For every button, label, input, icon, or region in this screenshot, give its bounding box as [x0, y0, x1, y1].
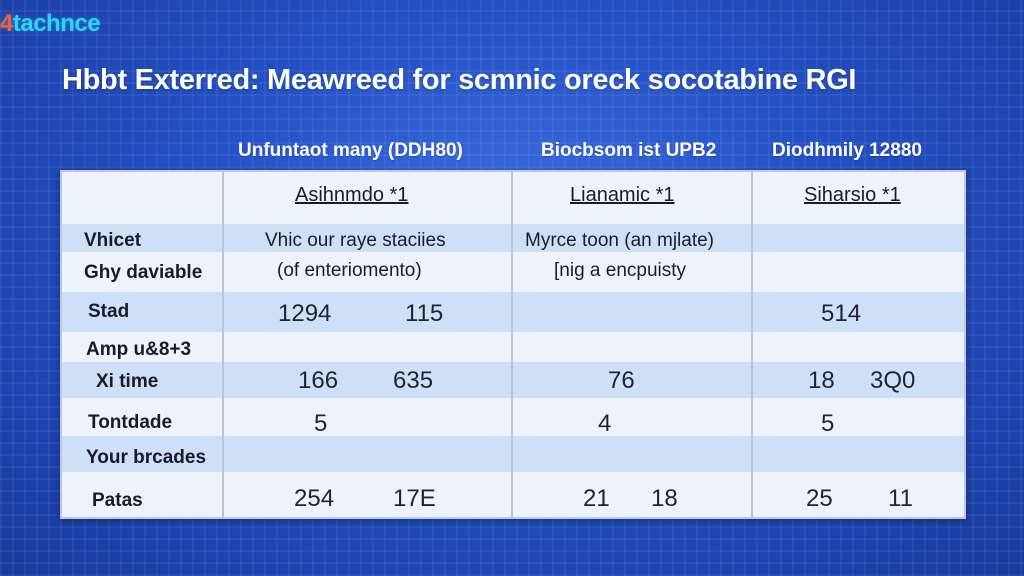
description-col1-line2: (of enteriomento): [277, 260, 422, 281]
description-col2-line2: [nig a encpuisty: [554, 260, 687, 281]
cell-stad-col1a: 1294: [278, 300, 332, 327]
row-label-ghy-daviable: Ghy daviable: [84, 262, 203, 283]
cell-patas-col3b: 11: [888, 485, 913, 512]
cell-patas-col2a: 21: [583, 485, 610, 512]
row-label-amp: Amp u&8+3: [86, 339, 192, 360]
description-col2-line1: Myrce toon (an mjlate): [525, 230, 715, 251]
row-label-tontdade: Tontdade: [88, 412, 173, 433]
data-table: [60, 170, 966, 519]
cell-tontdade-col3: 5: [821, 410, 835, 437]
cell-xitime-col2: 76: [608, 367, 635, 394]
description-col1-line1: Vhic our raye staciies: [265, 230, 446, 251]
brand-mark: 4: [0, 10, 13, 37]
column-heading-3: Diodhmily 12880: [772, 140, 922, 161]
cell-xitime-col3a: 18: [808, 367, 835, 394]
cell-tontdade-col1: 5: [314, 410, 328, 437]
cell-stad-col3: 514: [821, 300, 862, 327]
row-label-xi-time: Xi time: [96, 371, 159, 392]
cell-xitime-col1b: 635: [393, 367, 434, 394]
table-header-col2: Lianamic *1: [570, 184, 675, 206]
row-label-patas: Patas: [92, 490, 143, 511]
brand-logo: [0, 10, 100, 38]
cell-tontdade-col2: 4: [598, 410, 612, 437]
column-heading-1: Unfuntaot many (DDH80): [238, 140, 463, 161]
cell-patas-col1b: 17E: [393, 485, 436, 512]
cell-xitime-col3b: 3Q0: [870, 367, 916, 394]
column-heading-2: Biocbsom ist UPB2: [541, 140, 717, 161]
table-header-col1: Asihnmdo *1: [295, 184, 409, 206]
row-label-your-brcades: Your brcades: [86, 447, 207, 468]
cell-patas-col3a: 25: [806, 485, 833, 512]
brand-name: tachnce: [12, 10, 101, 37]
cell-patas-col1a: 254: [294, 485, 335, 512]
cell-patas-col2b: 18: [651, 485, 678, 512]
cell-xitime-col1a: 166: [298, 367, 339, 394]
page-title: Hbbt Exterred: Meawreed for scmnic oreck socotabine RGI: [62, 64, 857, 96]
row-label-stad: Stad: [88, 301, 130, 322]
cell-stad-col1b: 115: [405, 300, 444, 327]
table-header-col3: Siharsio *1: [804, 184, 901, 206]
row-label-vhicet: Vhicet: [84, 230, 142, 251]
